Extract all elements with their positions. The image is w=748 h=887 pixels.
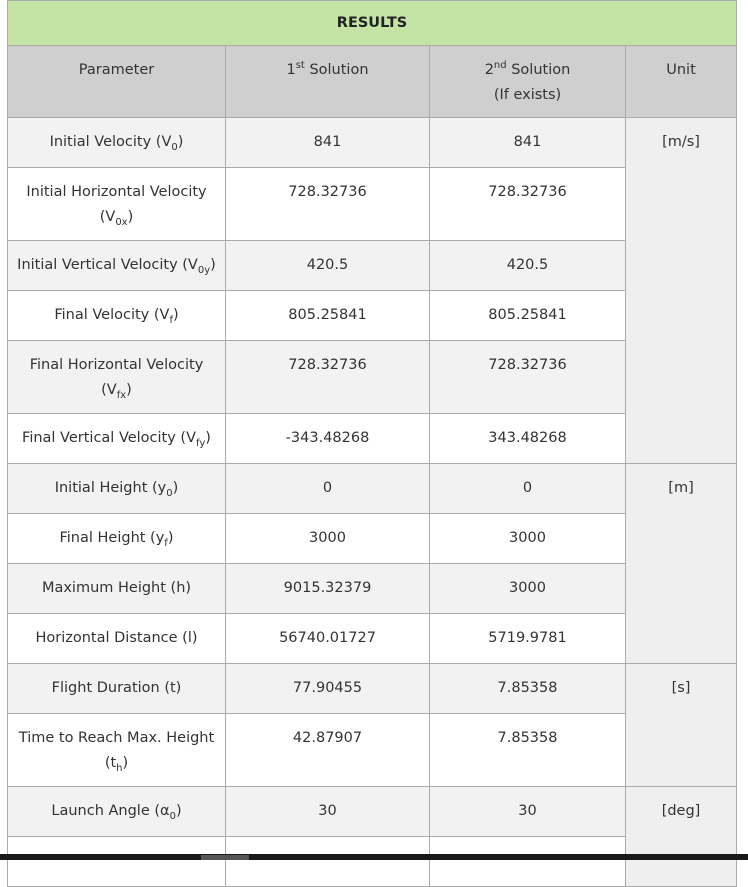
- solution-1-value: [226, 837, 430, 887]
- parameter-name: Initial Horizontal Velocity $(V_{0x})$: [8, 168, 226, 241]
- solution-1-value: 728.32736: [226, 168, 430, 241]
- unit-cell: [deg]: [626, 787, 737, 887]
- results-table: [7, 0, 737, 887]
- header-unit: Unit: [626, 46, 737, 118]
- table-row: [8, 118, 737, 168]
- scrollbar-thumb[interactable]: [201, 855, 249, 860]
- parameter-name: Maximum Height (h): [8, 564, 226, 614]
- solution-2-value: 3000: [430, 514, 626, 564]
- solution-2-value: 841: [430, 118, 626, 168]
- solution-2-value: 420.5: [430, 241, 626, 291]
- solution-2-value: [430, 837, 626, 887]
- solution-1-value: 9015.32379: [226, 564, 430, 614]
- table-row: [8, 787, 737, 837]
- unit-cell: [m/s]: [626, 118, 737, 464]
- table-row: [8, 464, 737, 514]
- parameter-name: Horizontal Distance (l): [8, 614, 226, 664]
- header-parameter: Parameter: [8, 46, 226, 118]
- parameter-name: Flight Duration (t): [8, 664, 226, 714]
- parameter-name: Final Vertical Velocity $(V_{fy})$: [8, 414, 226, 464]
- solution-1-value: 77.90455: [226, 664, 430, 714]
- header-solution-1: 1st Solution: [226, 46, 430, 118]
- parameter-name: Time to Reach Max. Height $(t_h)$: [8, 714, 226, 787]
- parameter-name: Launch Angle $(\alpha_0)$: [8, 787, 226, 837]
- solution-1-value: -343.48268: [226, 414, 430, 464]
- solution-2-value: 728.32736: [430, 168, 626, 241]
- solution-1-value: 420.5: [226, 241, 430, 291]
- solution-2-value: 0: [430, 464, 626, 514]
- solution-2-value: 805.25841: [430, 291, 626, 341]
- solution-1-value: 42.87907: [226, 714, 430, 787]
- solution-1-value: 0: [226, 464, 430, 514]
- results-table-container: [7, 0, 736, 887]
- parameter-name: Final Height $(y_f)$: [8, 514, 226, 564]
- parameter-name: Final Horizontal Velocity $(V_{fx})$: [8, 341, 226, 414]
- solution-1-value: 30: [226, 787, 430, 837]
- parameter-name: Final Velocity $(V_f)$: [8, 291, 226, 341]
- solution-2-value: 7.85358: [430, 714, 626, 787]
- solution-1-value: 841: [226, 118, 430, 168]
- solution-1-value: 728.32736: [226, 341, 430, 414]
- unit-cell: [s]: [626, 664, 737, 787]
- horizontal-scrollbar[interactable]: [0, 854, 748, 860]
- solution-2-value: 5719.9781: [430, 614, 626, 664]
- solution-2-value: 3000: [430, 564, 626, 614]
- solution-2-value: 30: [430, 787, 626, 837]
- solution-2-value: 728.32736: [430, 341, 626, 414]
- solution-2-value: 343.48268: [430, 414, 626, 464]
- parameter-name: Initial Height $(y_0)$: [8, 464, 226, 514]
- table-title: RESULTS: [8, 1, 737, 46]
- header-solution-2: 2nd Solution (If exists): [430, 46, 626, 118]
- unit-cell: [m]: [626, 464, 737, 664]
- parameter-name: [8, 837, 226, 887]
- table-row: [8, 664, 737, 714]
- parameter-name: Initial Vertical Velocity $(V_{0y})$: [8, 241, 226, 291]
- parameter-name: Initial Velocity $(V_0)$: [8, 118, 226, 168]
- solution-1-value: 3000: [226, 514, 430, 564]
- solution-2-value: 7.85358: [430, 664, 626, 714]
- solution-1-value: 805.25841: [226, 291, 430, 341]
- solution-1-value: 56740.01727: [226, 614, 430, 664]
